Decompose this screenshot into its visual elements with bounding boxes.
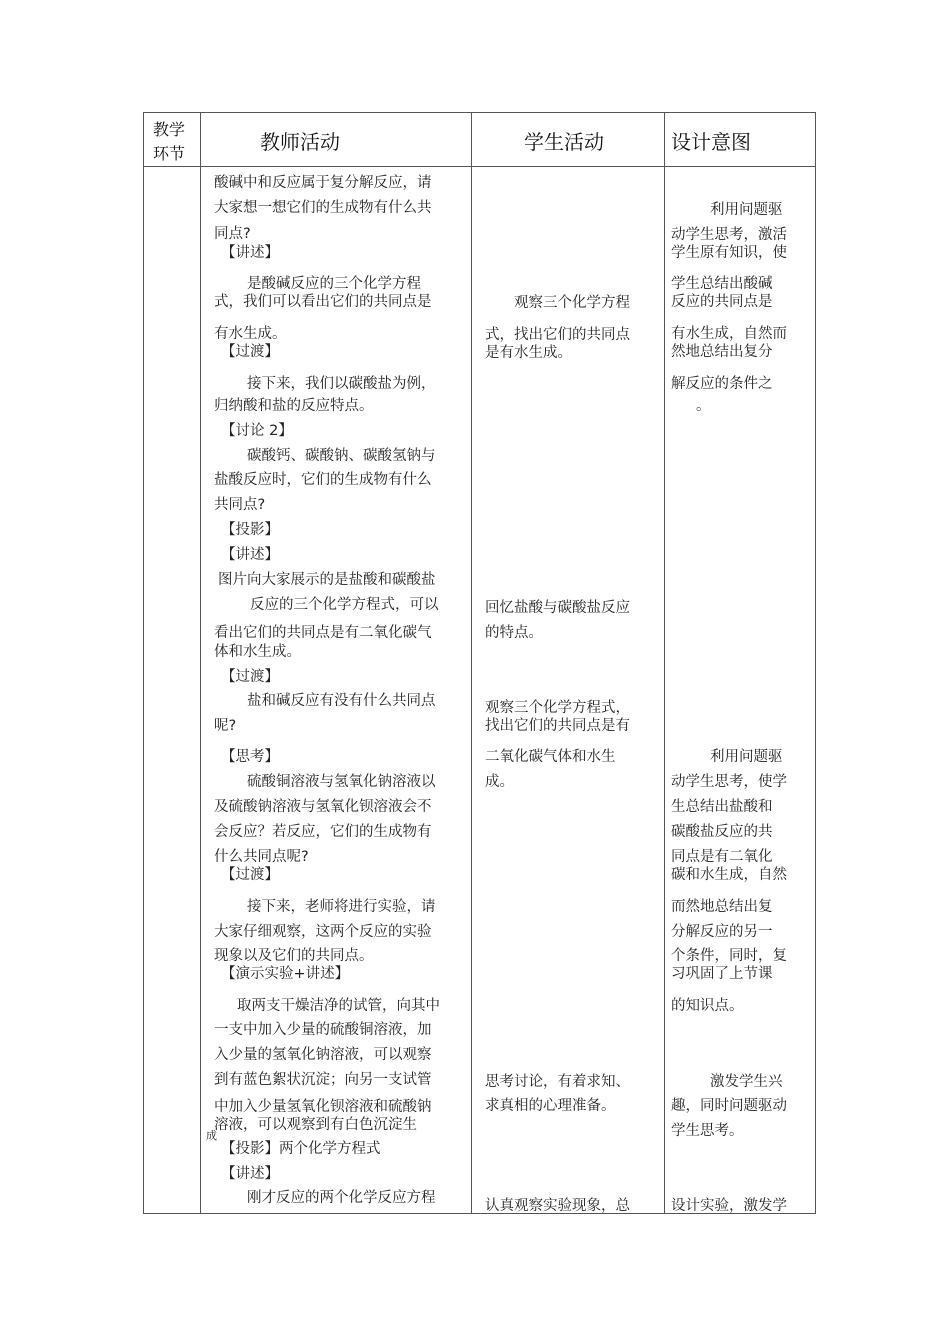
- design-line: 碳和水生成，自然: [671, 867, 787, 883]
- student-line: 认真观察实验现象，总: [485, 1198, 630, 1214]
- teacher-line: 图片向大家展示的是盐酸和碳酸盐: [218, 572, 436, 588]
- teacher-line: 有水生成。: [214, 326, 287, 342]
- design-line: 学生思考。: [671, 1123, 744, 1139]
- teacher-line: 式，我们可以看出它们的共同点是: [214, 294, 432, 310]
- design-line: 生总结出盐酸和: [671, 799, 773, 815]
- teacher-line: 中加入少量氢氧化钡溶液和硫酸钠: [214, 1099, 432, 1115]
- teacher-line: 是酸碱反应的三个化学方程: [247, 276, 421, 292]
- design-line: 设计实验，激发学: [671, 1198, 787, 1214]
- design-line: 解反应的条件之: [671, 376, 773, 392]
- teacher-line: 大家想一想它们的生成物有什么共: [214, 200, 432, 216]
- teacher-line: 【过渡】: [221, 669, 279, 685]
- design-line: 动学生思考，激活: [671, 227, 787, 243]
- design-line: 学生总结出酸碱: [671, 276, 773, 292]
- design-line: 个条件，同时，复: [671, 948, 787, 964]
- teacher-line: 盐酸反应时，它们的生成物有什么: [214, 472, 432, 488]
- teacher-line: 现象以及它们的共同点。: [214, 948, 374, 964]
- teacher-line: 【思考】: [221, 749, 279, 765]
- student-line: 的特点。: [485, 625, 543, 641]
- header-divider: [144, 166, 815, 167]
- header-design-intent: 设计意图: [671, 130, 751, 154]
- teacher-line: 刚才反应的两个化学反应方程: [247, 1190, 436, 1206]
- student-line: 回忆盐酸与碳酸盐反应: [485, 600, 630, 616]
- teacher-line: 【讨论 2】: [221, 423, 293, 439]
- student-line: 观察三个化学方程式，: [485, 700, 630, 716]
- teacher-line: 【投影】: [221, 522, 279, 538]
- teacher-line: 酸碱中和反应属于复分解反应，请: [214, 175, 432, 191]
- teacher-line: 及硫酸钠溶液与氢氧化钡溶液会不: [214, 799, 432, 815]
- header-teacher-activity: 教师活动: [260, 130, 340, 154]
- design-line: 趣，同时问题驱动: [671, 1098, 787, 1114]
- teacher-line: 看出它们的共同点是有二氧化碳气: [214, 625, 432, 641]
- teacher-line: 呢?: [214, 718, 237, 734]
- teacher-line: 接下来，我们以碳酸盐为例，: [247, 376, 436, 392]
- design-line: 分解反应的另一: [671, 924, 773, 940]
- design-line: 习巩固了上节课: [671, 966, 773, 982]
- design-line: 利用问题驱: [710, 202, 783, 218]
- teacher-line: 入少量的氢氧化钠溶液，可以观察: [214, 1047, 432, 1063]
- student-line: 求真相的心理准备。: [485, 1098, 616, 1114]
- student-line: 观察三个化学方程: [514, 295, 630, 311]
- teacher-line: 【讲述】: [221, 1166, 279, 1182]
- teacher-line: 大家仔细观察，这两个反应的实验: [214, 924, 432, 940]
- design-line: 动学生思考，使学: [671, 774, 787, 790]
- teacher-line: 取两支干燥洁净的试管，向其中: [237, 998, 440, 1014]
- design-line: 同点是有二氧化: [671, 849, 773, 865]
- teacher-line: 溶液，可以观察到有白色沉淀生: [214, 1117, 417, 1133]
- header-section-line2: 环节: [153, 144, 186, 163]
- column-divider: [200, 113, 201, 1213]
- teacher-line: 【演示实验+讲述】: [221, 966, 350, 982]
- teacher-line: 同点?: [214, 226, 251, 242]
- student-line: 是有水生成。: [485, 345, 572, 361]
- teacher-line: 盐和碱反应有没有什么共同点: [247, 693, 436, 709]
- design-line: 利用问题驱: [710, 749, 783, 765]
- teacher-line: 一支中加入少量的硫酸铜溶液，加: [214, 1022, 432, 1038]
- teacher-line: 【讲述】: [221, 245, 279, 261]
- design-line: 碳酸盐反应的共: [671, 824, 773, 840]
- teacher-line: 【讲述】: [221, 547, 279, 563]
- teacher-line: 反应的三个化学方程式，可以: [250, 597, 439, 613]
- teacher-line: 接下来，老师将进行实验，请: [247, 899, 436, 915]
- teacher-line: 【过渡】: [221, 867, 279, 883]
- header-section-line1: 教学: [153, 120, 186, 139]
- teacher-line: 共同点?: [214, 497, 266, 513]
- teacher-line: 硫酸铜溶液与氢氧化钠溶液以: [247, 774, 436, 790]
- design-line: 学生原有知识，使: [671, 245, 787, 261]
- teacher-line: 碳酸钙、碳酸钠、碳酸氢钠与: [247, 448, 436, 464]
- header-student-activity: 学生活动: [524, 130, 604, 154]
- student-line: 式，找出它们的共同点: [485, 327, 630, 343]
- design-line: 。: [696, 398, 711, 414]
- design-line: 然地总结出复分: [671, 344, 773, 360]
- design-line: 激发学生兴: [710, 1074, 783, 1090]
- teacher-line: 归纳酸和盐的反应特点。: [214, 398, 374, 414]
- student-line: 二氧化碳气体和水生: [485, 749, 616, 765]
- teacher-line: 什么共同点呢?: [214, 849, 309, 865]
- student-line: 思考讨论，有着求知、: [485, 1074, 630, 1090]
- column-divider: [471, 113, 472, 1213]
- design-line: 有水生成，自然而: [671, 326, 787, 342]
- teacher-line: 【过渡】: [221, 344, 279, 360]
- teacher-line: 到有蓝色絮状沉淀；向另一支试管: [214, 1072, 432, 1088]
- student-line: 找出它们的共同点是有: [485, 718, 630, 734]
- design-line: 反应的共同点是: [671, 294, 773, 310]
- teacher-line: 会反应？若反应，它们的生成物有: [214, 824, 432, 840]
- column-divider: [664, 113, 665, 1213]
- student-line: 成。: [485, 774, 514, 790]
- design-line: 而然地总结出复: [671, 899, 773, 915]
- teacher-line: 体和水生成。: [214, 644, 301, 660]
- design-line: 的知识点。: [671, 998, 744, 1014]
- teacher-line: 成: [206, 1129, 217, 1142]
- teacher-line: 【投影】两个化学方程式: [221, 1141, 381, 1157]
